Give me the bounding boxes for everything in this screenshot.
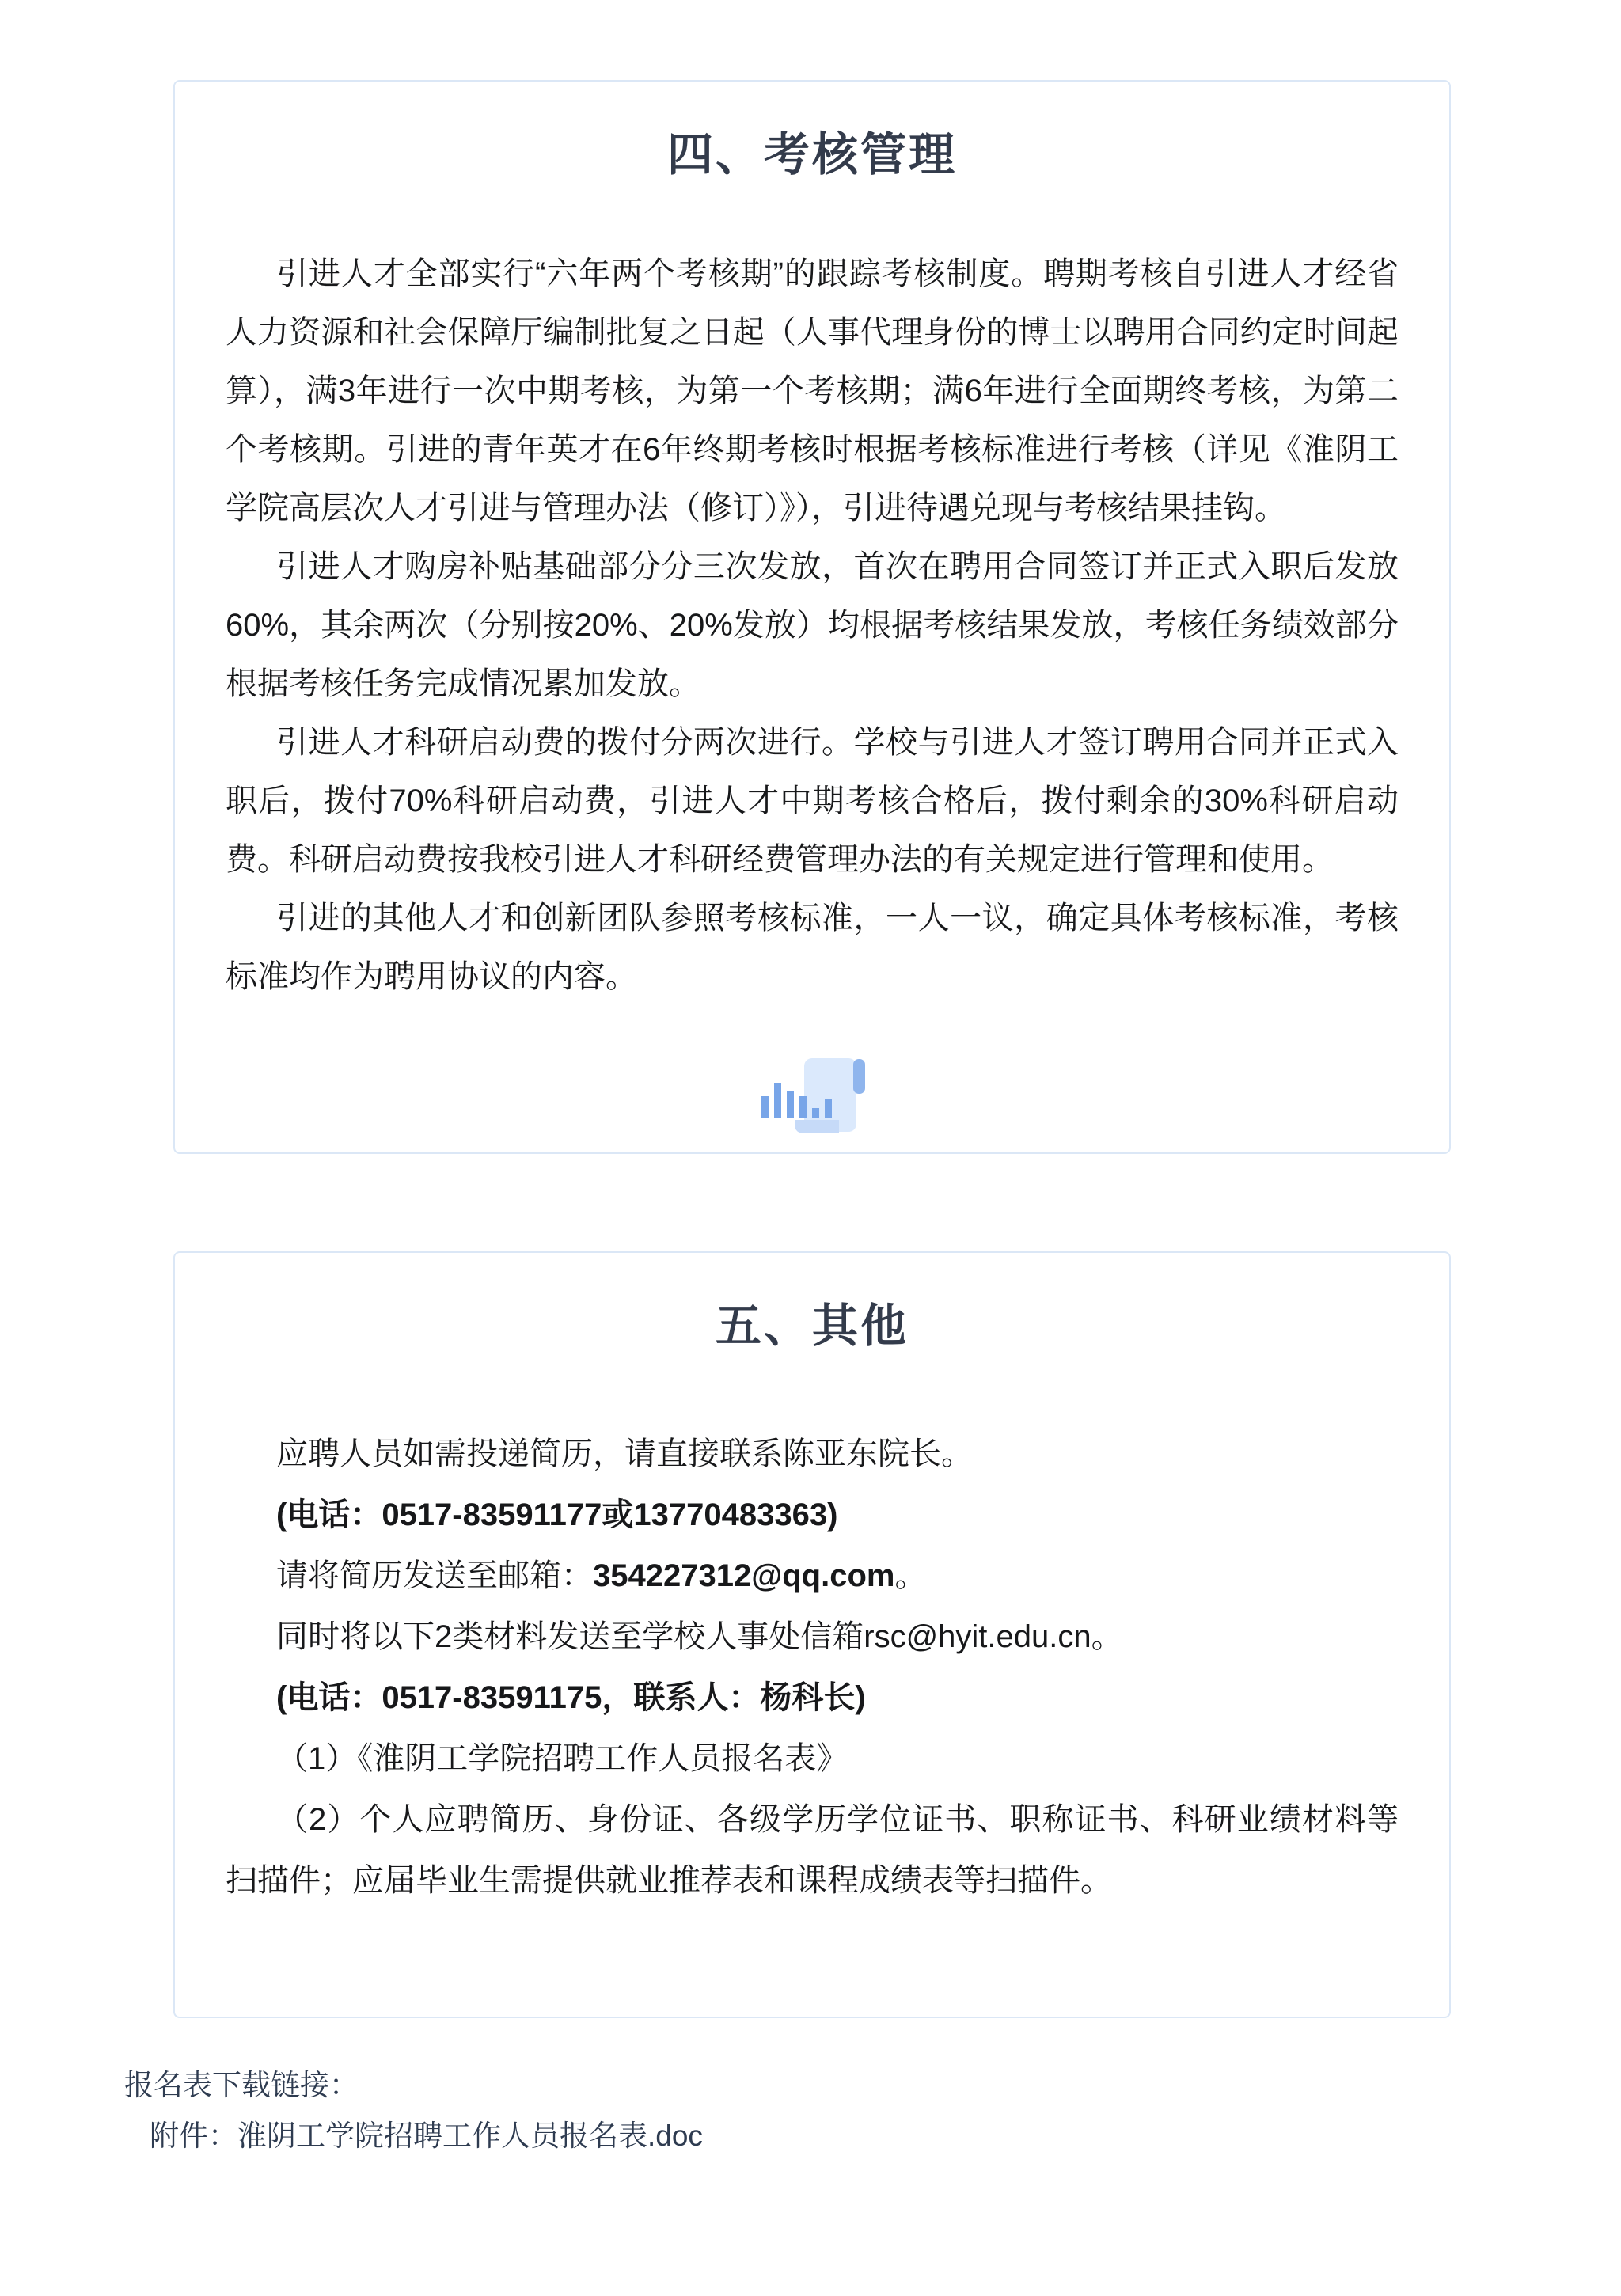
line-material-2: （2）个人应聘简历、身份证、各级学历学位证书、职称证书、科研业绩材料等扫描件；应届毕业生需提供就业推荐表和课程成绩表等扫描件。 — [226, 1802, 1399, 1898]
section4-title: 四、考核管理 — [666, 129, 957, 180]
other-info-card — [173, 1251, 1451, 2018]
paragraph-research-fund: 引进人才科研启动费的拨付分两次进行。学校与引进人才签订聘用合同并正式入职后，拨付70%科研启动费，引进人才中期考核合格后，拨付剩余的30%科研启动费。科研启动费按我校引进人才科研经费管理办法的有关规定进行管理和使用。 — [226, 725, 1399, 877]
line-hr-email: 同时将以下2类材料发送至学校人事处信箱rsc@hyit.edu.cn。 — [276, 1619, 1123, 1654]
footer — [124, 2067, 703, 2154]
paragraph-housing-subsidy: 引进人才购房补贴基础部分分三次发放，首次在聘用合同签订并正式入职后发放60%，其余两次（分别按20%、20%发放）均根据考核结果发放，考核任务绩效部分根据考核任务完成情况累加发放。 — [226, 549, 1399, 701]
section5-body — [226, 1424, 1399, 1911]
section5-title: 五、其他 — [715, 1300, 909, 1352]
paragraph-assessment-periods: 引进人才全部实行“六年两个考核期”的跟踪考核制度。聘期考核自引进人才经省人力资源和社会保障厅编制批复之日起（人事代理身份的博士以聘用合同约定时间起算），满3年进行一次中期考核，为第一个考核期；满6年进行全面期终考核，为第二个考核期。引进的青年英才在6年终期考核时根据考核标准进行考核（详见《淮阴工学院高层次人才引进与管理办法（修订）》），引进待遇兑现与考核结果挂钩。 — [226, 256, 1399, 526]
bar-chart-scroll-icon — [759, 1057, 865, 1144]
line-phone-dean: (电话：0517-83591177或13770483363) — [276, 1497, 838, 1532]
attachment-link[interactable]: 附件：淮阴工学院招聘工作人员报名表.doc — [150, 2120, 703, 2152]
resume-email-prefix: 请将简历发送至邮箱： — [276, 1558, 593, 1593]
line-contact-person: 应聘人员如需投递简历，请直接联系陈亚东院长。 — [276, 1436, 973, 1471]
decorative-icon-area — [175, 1057, 1449, 1148]
download-link-label: 报名表下载链接： — [124, 2069, 359, 2101]
resume-email-address: 354227312@qq.com — [593, 1558, 895, 1593]
line-material-1: （1）《淮阴工学院招聘工作人员报名表》 — [276, 1741, 848, 1776]
paragraph-other-talents: 引进的其他人才和创新团队参照考核标准，一人一议，确定具体考核标准，考核标准均作为聘用协议的内容。 — [226, 901, 1399, 994]
assessment-management-card — [173, 80, 1451, 1154]
resume-email-suffix: 。 — [894, 1558, 927, 1593]
line-phone-hr: (电话：0517-83591175，联系人：杨科长) — [276, 1680, 866, 1715]
line-resume-email — [226, 1546, 1399, 1607]
section4-body — [226, 245, 1399, 1006]
